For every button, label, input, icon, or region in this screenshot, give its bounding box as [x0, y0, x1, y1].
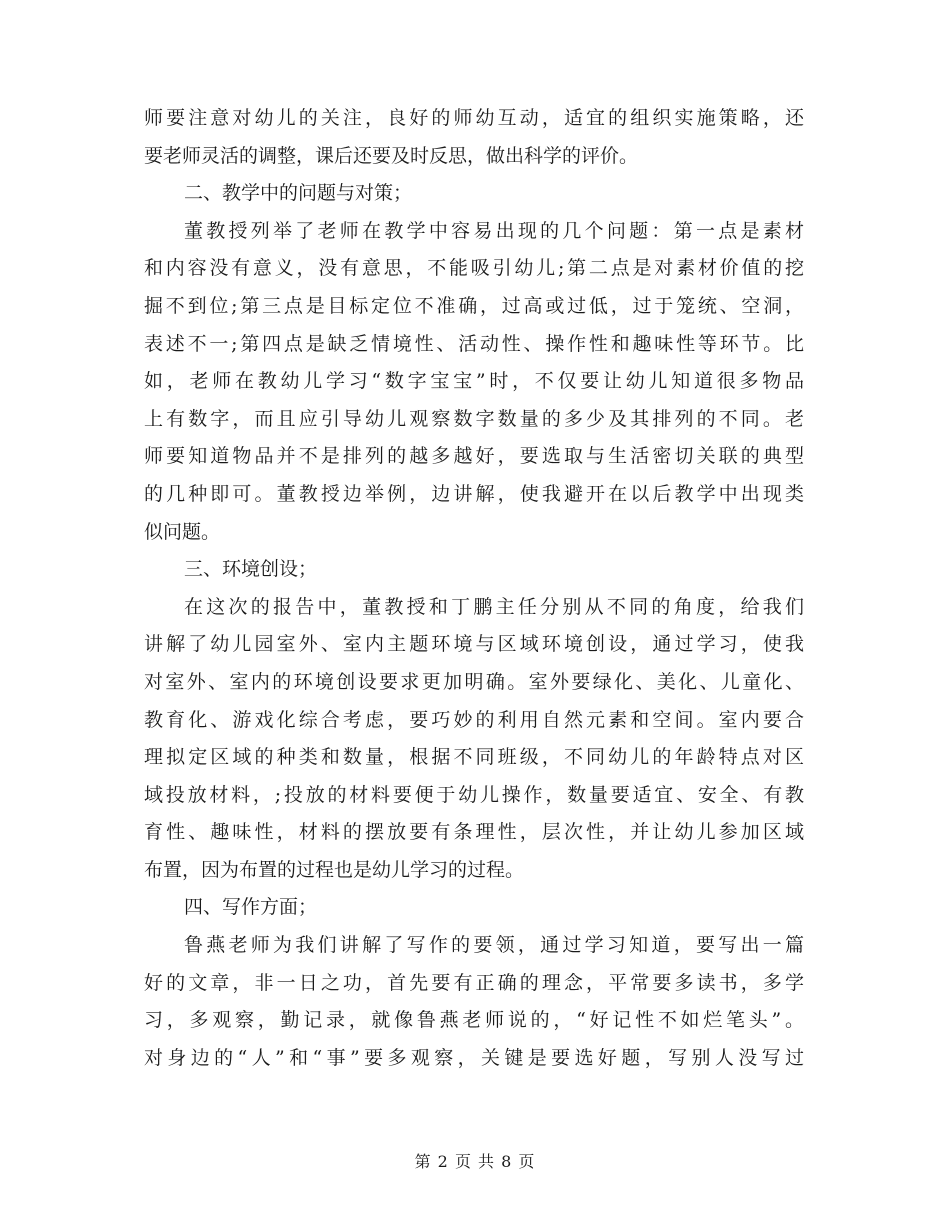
text-line: 似问题。 [144, 520, 221, 543]
text-line: 好的文章，非一日之功，首先要有正确的理念，平常要多读书，多学 [144, 971, 804, 994]
text-line: 对室外、室内的环境创设要求更加明确。室外要绿化、美化、儿童化、 [144, 670, 804, 693]
text-line: 习，多观察，勤记录，就像鲁燕老师说的，“好记性不如烂笔头”。 [144, 1009, 804, 1032]
text-line: 表述不一;第四点是缺乏情境性、活动性、操作性和趣味性等环节。比 [144, 332, 804, 355]
text-line: 育性、趣味性，材料的摆放要有条理性，层次性，并让幼儿参加区域 [144, 821, 804, 844]
text-line: 鲁燕老师为我们讲解了写作的要领，通过学习知道，要写出一篇 [184, 934, 804, 957]
text-line: 域投放材料，;投放的材料要便于幼儿操作，数量要适宜、安全、有教 [144, 783, 804, 806]
text-line: 教育化、游戏化综合考虑，要巧妙的利用自然元素和空间。室内要合 [144, 708, 804, 731]
text-line: 上有数字，而且应引导幼儿观察数字数量的多少及其排列的不同。老 [144, 407, 804, 430]
text-line: 掘不到位;第三点是目标定位不准确，过高或过低，过于笼统、空洞， [144, 294, 804, 317]
text-line: 在这次的报告中，董教授和丁鹏主任分别从不同的角度，给我们 [184, 595, 804, 618]
text-line: 理拟定区域的种类和数量，根据不同班级，不同幼儿的年龄特点对区 [144, 746, 804, 769]
text-line: 要老师灵活的调整，课后还要及时反思，做出科学的评价。 [144, 144, 639, 167]
text-line: 董教授列举了老师在教学中容易出现的几个问题：第一点是素材 [184, 219, 804, 242]
text-line: 三、环境创设； [184, 558, 318, 581]
text-line: 的几种即可。董教授边举例，边讲解，使我避开在以后教学中出现类 [144, 482, 804, 505]
text-line: 师要知道物品并不是排列的越多越好，要选取与生活密切关联的典型 [144, 445, 804, 468]
text-line: 和内容没有意义，没有意思，不能吸引幼儿;第二点是对素材价值的挖 [144, 257, 804, 280]
text-line: 四、写作方面； [184, 896, 318, 919]
document-body [144, 100, 804, 1077]
text-line: 布置，因为布置的过程也是幼儿学习的过程。 [144, 858, 525, 881]
text-line: 讲解了幼儿园室外、室内主题环境与区域环境创设，通过学习，使我 [144, 633, 804, 656]
text-line: 师要注意对幼儿的关注，良好的师幼互动，适宜的组织实施策略，还 [144, 107, 804, 129]
text-line: 如，老师在教幼儿学习“数字宝宝”时，不仅要让幼儿知道很多物品 [144, 370, 804, 393]
text-line: 二、教学中的问题与对策； [184, 182, 413, 205]
page-number-footer: 第 2 页 共 8 页 [414, 1152, 536, 1171]
text-line: 对身边的“人”和“事”要多观察，关键是要选好题，写别人没写过 [144, 1046, 804, 1069]
